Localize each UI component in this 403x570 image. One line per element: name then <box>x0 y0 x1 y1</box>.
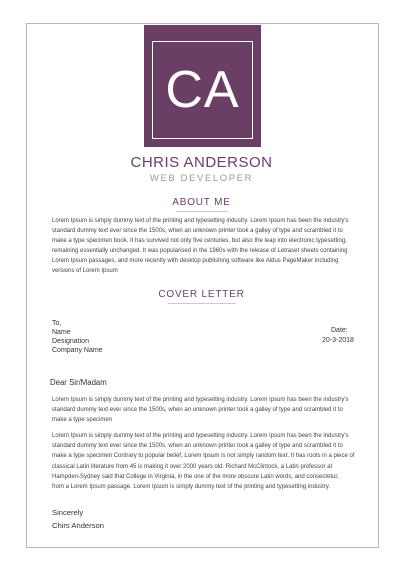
about-heading: ABOUT ME <box>172 197 231 208</box>
about-line: versions of Lorem Ipsum <box>52 268 118 274</box>
recipient-designation: Designation <box>52 338 89 345</box>
letter-line: make a type specimen Contrary to popular belief, Lorem Ipsum is not simply random text. It has roots in a piece of <box>52 453 355 460</box>
monogram-frame <box>152 41 253 139</box>
about-line: remaining essentially unchanged. It was popularised in the 1960s with the release of Letraset sheets containing <box>52 248 348 254</box>
cover-letter-divider <box>168 303 236 304</box>
letter-line: standard dummy text ever since the 1500s, when an unknown printer took a galley of type and scrambled it to <box>52 407 343 413</box>
cover-letter-heading: COVER LETTER <box>158 289 245 300</box>
letter-paragraph-1 <box>52 395 357 425</box>
signature-name: Chirs Anderson <box>52 521 104 530</box>
header-accent-bar <box>144 25 261 33</box>
date-label: Date: <box>331 327 348 334</box>
monogram-initials: CA <box>165 61 240 119</box>
about-line: standard dummy text ever since the 1500s, when an unknown printer took a galley of type and scrambled it to <box>52 228 343 234</box>
letter-line: Hampden-Sydney said that College in Virginia, in the one of the more obscure Latin words, and consectetur, <box>52 473 339 480</box>
about-line: Lorem Ipsum passages, and more recently with desktop publishing software like Aldus PageMaker including <box>52 258 339 264</box>
about-divider <box>176 211 228 212</box>
letter-line: Lorem Ipsum is simply dummy text of the printing and typesetting industry. Lorem Ipsum has been the industry's <box>52 397 349 403</box>
recipient-name: Name <box>52 329 71 336</box>
about-paragraph <box>52 216 357 276</box>
recipient-company: Company Name <box>52 347 103 354</box>
person-name: CHRIS ANDERSON <box>130 154 273 171</box>
letter-line: Lorem Ipsum is simply dummy text of the printing and typesetting industry. Lorem Ipsum has been the industry's <box>52 433 349 439</box>
about-line: Lorem Ipsum is simply dummy text of the printing and typesetting industry. Lorem Ipsum has been the industry's <box>52 218 349 224</box>
monogram-block <box>144 33 261 147</box>
date-value: 20-3-2018 <box>322 337 354 344</box>
letter-line: standard dummy text ever since the 1500s, when an unknown printer took a galley of type and scrambled it to <box>52 443 343 450</box>
letter-line: make a type specimen <box>52 417 113 423</box>
closing: Sincerely <box>52 508 84 517</box>
about-line: make a type specimen book. It has survived not only five centuries, but also the leap into electronic typesetting, <box>52 238 347 244</box>
letter-line: classical Latin literature from 45 is making it over 2000 years old. Richard McClintock, a Latin professor at <box>52 463 333 470</box>
letter-paragraph-2 <box>52 431 357 492</box>
salutation: Dear Sir/Madam <box>50 378 107 387</box>
to-label: To, <box>52 320 62 327</box>
letter-line: from a Lorem Ipsum passage. Lorem Ipsum is simply dummy text of the printing and typesetting industry. <box>52 484 331 491</box>
person-title: WEB DEVELOPER <box>149 173 254 184</box>
